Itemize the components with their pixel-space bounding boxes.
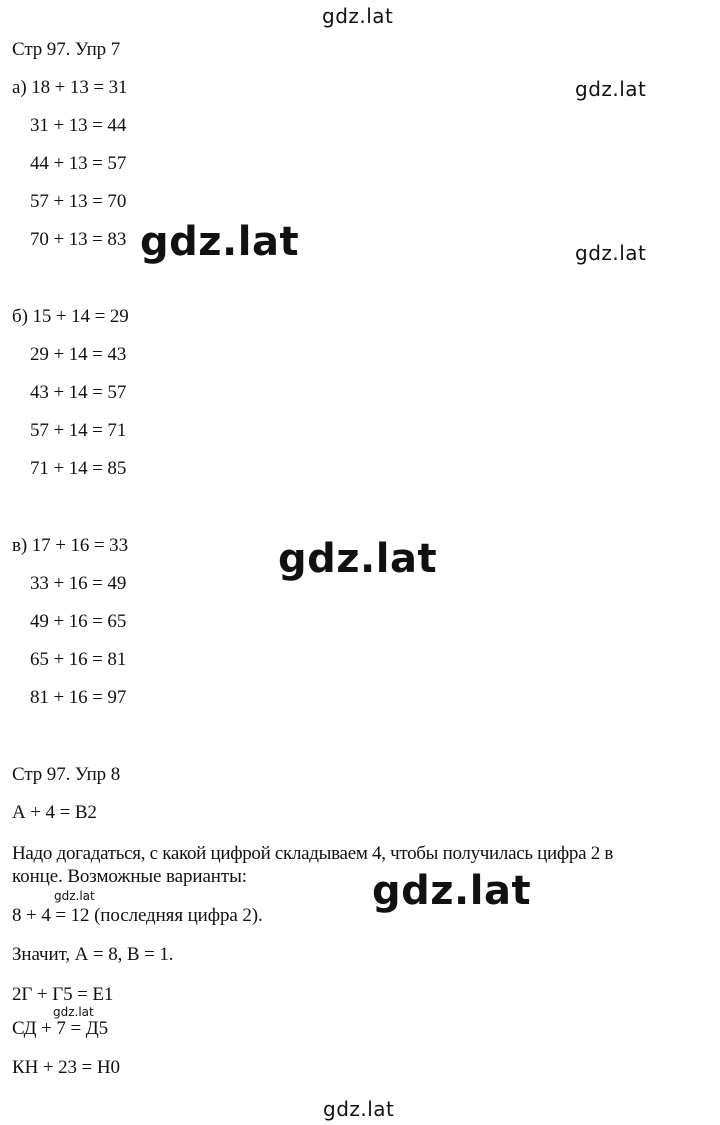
part-c-line-3: 49 + 16 = 65 [30, 611, 127, 632]
part-a-line-4: 57 + 13 = 70 [30, 191, 127, 212]
part-c-line-4: 65 + 16 = 81 [30, 649, 127, 670]
exercise8-equation-4: КН + 23 = Н0 [12, 1057, 120, 1078]
watermark-bottom: gdz.lat [323, 1097, 395, 1121]
watermark-large-2: gdz.lat [278, 536, 438, 582]
part-a-line-2: 31 + 13 = 44 [30, 115, 127, 136]
part-c-line-5: 81 + 16 = 97 [30, 687, 127, 708]
part-b-line-5: 71 + 14 = 85 [30, 458, 127, 479]
watermark-large-3: gdz.lat [372, 868, 532, 914]
exercise8-title: Стр 97. Упр 8 [12, 764, 121, 785]
part-b-line-3: 43 + 14 = 57 [30, 382, 127, 403]
exercise8-equation-2: 2Г + Г5 = Е1 [12, 984, 114, 1005]
part-a-line-5: 70 + 13 = 83 [30, 229, 127, 250]
exercise8-equation-1: А + 4 = В2 [12, 802, 97, 823]
part-b-line-2: 29 + 14 = 43 [30, 344, 127, 365]
exercise8-equation-3: СД + 7 = Д5 [12, 1018, 108, 1039]
exercise8-conclusion: Значит, А = 8, В = 1. [12, 944, 174, 965]
watermark-right-2: gdz.lat [575, 241, 647, 265]
watermark-top: gdz.lat [322, 4, 394, 28]
part-a-line-3: 44 + 13 = 57 [30, 153, 127, 174]
part-c-line-1: в) 17 + 16 = 33 [12, 535, 128, 556]
exercise7-title: Стр 97. Упр 7 [12, 39, 121, 60]
exercise8-explanation-line-1: Надо догадаться, с какой цифрой складываем 4, чтобы получилась цифра 2 в [12, 843, 614, 864]
exercise8-explanation-line-2: конце. Возможные варианты: [12, 866, 247, 887]
watermark-right-1: gdz.lat [575, 77, 647, 101]
watermark-large-1: gdz.lat [140, 219, 300, 265]
part-b-line-4: 57 + 14 = 71 [30, 420, 127, 441]
part-a-line-1: а) 18 + 13 = 31 [12, 77, 128, 98]
watermark-small-1: gdz.lat [54, 889, 95, 903]
exercise8-example: 8 + 4 = 12 (последняя цифра 2). [12, 905, 263, 926]
part-c-line-2: 33 + 16 = 49 [30, 573, 127, 594]
watermark-small-2: gdz.lat [53, 1005, 94, 1019]
part-b-line-1: б) 15 + 14 = 29 [12, 306, 129, 327]
